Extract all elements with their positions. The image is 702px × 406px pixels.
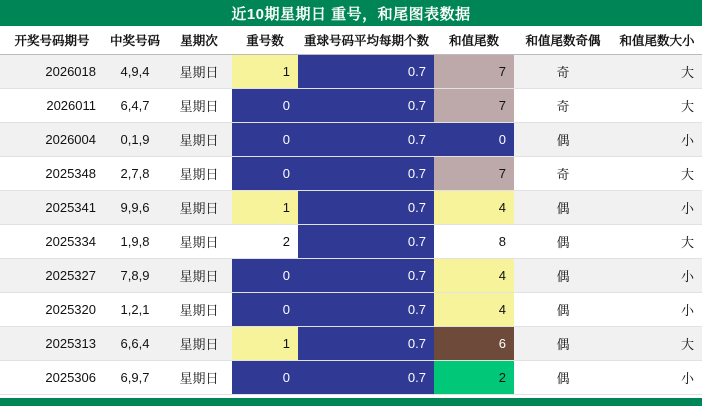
cell-parity: 偶 <box>514 224 612 258</box>
cell-sum-tail: 4 <box>434 258 514 292</box>
column-header-size: 和值尾数大小 <box>612 26 702 54</box>
cell-avg: 0.7 <box>298 292 434 326</box>
column-header-issue: 开奖号码期号 <box>0 26 104 54</box>
cell-sum-tail: 6 <box>434 326 514 360</box>
cell-numbers: 9,9,6 <box>104 190 166 224</box>
cell-avg: 0.7 <box>298 360 434 394</box>
table-row <box>0 258 702 292</box>
table-row <box>0 156 702 190</box>
table-body <box>0 54 702 394</box>
table-row <box>0 190 702 224</box>
cell-issue: 2025306 <box>0 360 104 394</box>
cell-numbers: 6,6,4 <box>104 326 166 360</box>
cell-sum-tail: 4 <box>434 190 514 224</box>
cell-issue: 2025334 <box>0 224 104 258</box>
column-header-avg: 重球号码平均每期个数 <box>298 26 434 54</box>
cell-parity: 偶 <box>514 190 612 224</box>
cell-avg: 0.7 <box>298 156 434 190</box>
column-header-parity: 和值尾数奇偶 <box>514 26 612 54</box>
cell-sum-tail: 0 <box>434 122 514 156</box>
cell-avg: 0.7 <box>298 224 434 258</box>
cell-sum-tail: 7 <box>434 54 514 88</box>
column-header-dup-count: 重号数 <box>232 26 298 54</box>
table-row <box>0 122 702 156</box>
cell-dup-count: 0 <box>232 156 298 190</box>
cell-size: 小 <box>612 122 702 156</box>
cell-avg: 0.7 <box>298 326 434 360</box>
cell-sum-tail: 7 <box>434 156 514 190</box>
cell-size: 大 <box>612 88 702 122</box>
cell-sum-tail: 8 <box>434 224 514 258</box>
cell-numbers: 2,7,8 <box>104 156 166 190</box>
cell-issue: 2026004 <box>0 122 104 156</box>
cell-dup-count: 0 <box>232 360 298 394</box>
cell-issue: 2026011 <box>0 88 104 122</box>
cell-size: 大 <box>612 326 702 360</box>
cell-dup-count: 0 <box>232 88 298 122</box>
cell-week: 星期日 <box>166 326 232 360</box>
cell-dup-count: 1 <box>232 54 298 88</box>
table-row <box>0 54 702 88</box>
cell-sum-tail: 4 <box>434 292 514 326</box>
cell-dup-count: 0 <box>232 122 298 156</box>
cell-size: 小 <box>612 190 702 224</box>
column-header-sum-tail: 和值尾数 <box>434 26 514 54</box>
cell-avg: 0.7 <box>298 190 434 224</box>
cell-numbers: 7,8,9 <box>104 258 166 292</box>
cell-dup-count: 1 <box>232 326 298 360</box>
cell-issue: 2025313 <box>0 326 104 360</box>
cell-avg: 0.7 <box>298 122 434 156</box>
cell-dup-count: 0 <box>232 292 298 326</box>
cell-dup-count: 2 <box>232 224 298 258</box>
cell-sum-tail: 2 <box>434 360 514 394</box>
cell-avg: 0.7 <box>298 258 434 292</box>
cell-size: 小 <box>612 360 702 394</box>
cell-dup-count: 0 <box>232 258 298 292</box>
page-title <box>0 0 702 26</box>
cell-parity: 偶 <box>514 122 612 156</box>
cell-numbers: 6,4,7 <box>104 88 166 122</box>
page-title-text: 近10期星期日 重号，和尾图表数据 <box>231 5 471 23</box>
cell-week: 星期日 <box>166 360 232 394</box>
cell-size: 大 <box>612 54 702 88</box>
cell-numbers: 1,2,1 <box>104 292 166 326</box>
cell-issue: 2026018 <box>0 54 104 88</box>
cell-week: 星期日 <box>166 54 232 88</box>
cell-avg: 0.7 <box>298 54 434 88</box>
cell-parity: 偶 <box>514 326 612 360</box>
cell-avg: 0.7 <box>298 88 434 122</box>
table-row <box>0 292 702 326</box>
cell-issue: 2025320 <box>0 292 104 326</box>
cell-sum-tail: 7 <box>434 88 514 122</box>
cell-week: 星期日 <box>166 258 232 292</box>
cell-parity: 奇 <box>514 156 612 190</box>
cell-parity: 奇 <box>514 54 612 88</box>
lottery-data-table <box>0 26 702 395</box>
cell-week: 星期日 <box>166 190 232 224</box>
cell-issue: 2025341 <box>0 190 104 224</box>
cell-size: 大 <box>612 156 702 190</box>
cell-parity: 偶 <box>514 258 612 292</box>
cell-week: 星期日 <box>166 122 232 156</box>
bottom-accent-bar <box>0 398 702 406</box>
cell-size: 小 <box>612 292 702 326</box>
cell-numbers: 0,1,9 <box>104 122 166 156</box>
table-row <box>0 326 702 360</box>
cell-parity: 偶 <box>514 292 612 326</box>
cell-dup-count: 1 <box>232 190 298 224</box>
cell-numbers: 1,9,8 <box>104 224 166 258</box>
table-row <box>0 88 702 122</box>
cell-week: 星期日 <box>166 156 232 190</box>
table-header-row <box>0 26 702 54</box>
cell-week: 星期日 <box>166 88 232 122</box>
column-header-numbers: 中奖号码 <box>104 26 166 54</box>
table-row <box>0 360 702 394</box>
cell-numbers: 6,9,7 <box>104 360 166 394</box>
cell-numbers: 4,9,4 <box>104 54 166 88</box>
cell-week: 星期日 <box>166 224 232 258</box>
table-row <box>0 224 702 258</box>
cell-issue: 2025327 <box>0 258 104 292</box>
cell-size: 大 <box>612 224 702 258</box>
cell-issue: 2025348 <box>0 156 104 190</box>
cell-parity: 奇 <box>514 88 612 122</box>
column-header-week: 星期次 <box>166 26 232 54</box>
cell-size: 小 <box>612 258 702 292</box>
cell-week: 星期日 <box>166 292 232 326</box>
cell-parity: 偶 <box>514 360 612 394</box>
